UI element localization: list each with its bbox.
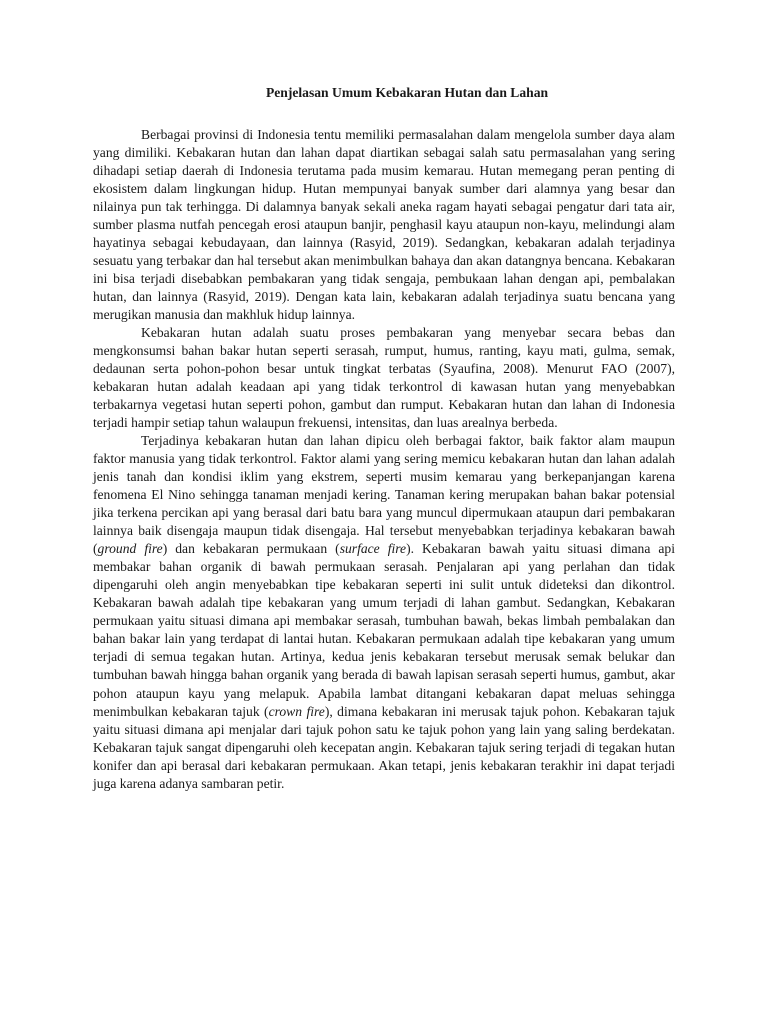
paragraph-3 [93, 432, 675, 792]
document-body [93, 126, 675, 793]
paragraph-text: Terjadinya kebakaran hutan dan lahan dipicu oleh berbagai faktor, baik faktor alam maupun faktor manusia yang tidak terkontrol. Faktor alami yang sering memicu kebakaran hutan dan lahan adalah jenis tanah dan kondisi iklim yang ekstrem, seperti musim kemarau yang berkepanjangan karena fenomena El Nino sehingga tanaman menjadi kering. Tanaman kering merupakan bahan bakar potensial jika terkena percikan api yang berasal dari batu bara yang muncul dipermukaan ataupun dari pembakaran lainnya baik disengaja maupun tidak disengaja. Hal tersebut menyebabkan terjadinya kebakaran bawah ( [93, 433, 675, 557]
paragraph-text: Kebakaran hutan adalah suatu proses pembakaran yang menyebar secara bebas dan mengkonsumsi bahan bakar hutan seperti serasah, rumput, humus, ranting, kayu mati, gulma, semak, dedaunan serta pohon-pohon besar untuk tingkat terbatas (Syaufina, 2008). Menurut FAO (2007), kebakaran hutan adalah keadaan api yang tidak terkontrol di kawasan hutan yang menyebabkan terbakarnya vegetasi hutan seperti pohon, gambut dan rumput. Kebakaran hutan dan lahan di Indonesia terjadi hampir setiap tahun walaupun frekuensi, intensitas, dan luas arealnya berbeda. [93, 325, 675, 431]
paragraph-text: Berbagai provinsi di Indonesia tentu memiliki permasalahan dalam mengelola sumber daya alam yang dimiliki. Kebakaran hutan dan lahan dapat diartikan sebagai salah satu permasalahan yang sering dihadapi setiap daerah di Indonesia terutama pada musim kemarau. Hutan memegang peran penting di ekosistem dalam lingkungan hidup. Hutan mempunyai banyak sumber dari alamnya yang besar dan nilainya pun tak terhingga. Di dalamnya banyak sekali aneka ragam hayati sebagai pengatur dari tata air, sumber plasma nutfah pencegah erosi ataupun banjir, penghasil kayu ataupun non-kayu, melindungi alam hayatinya sebagai kebudayaan, dan lainnya (Rasyid, 2019). Sedangkan, kebakaran adalah terjadinya sesuatu yang terbakar dan hal tersebut akan menimbulkan bahaya dan akan datangnya bencana. Kebakaran ini bisa terjadi disebabkan pembakaran yang tidak sengaja, pembukaan lahan dengan api, pembalakan hutan, dan lainnya (Rasyid, 2019). Dengan kata lain, kebakaran adalah terjadinya suatu bencana yang merugikan manusia dan makhluk hidup lainnya. [93, 127, 675, 323]
paragraph-1 [93, 126, 675, 324]
document-page [93, 84, 675, 793]
italic-term: ground fire [97, 541, 163, 557]
paragraph-text: ). Kebakaran bawah yaitu situasi dimana api membakar bahan organik di bawah permukaan serasah. Penjalaran api yang perlahan dan tidak dipengaruhi oleh angin menyebabkan tipe kebakaran seperti ini sulit untuk dideteksi dan dikontrol. Kebakaran bawah adalah tipe kebakaran yang umum terjadi di lahan gambut. Sedangkan, Kebakaran permukaan yaitu situasi dimana api membakar serasah, tumbuhan bawah, bekas limbah pembalakan dan bahan bakar lain yang terdapat di lantai hutan. Kebakaran permukaan adalah tipe kebakaran yang umum terjadi di semua tegakan hutan. Artinya, kedua jenis kebakaran tersebut merusak semak belukar dan tumbuhan bawah hingga bahan organik yang berada di bawah lapisan serasah seperti humus, gambut, akar pohon ataupun kayu yang melapuk. Apabila lambat ditangani kebakaran dapat meluas sehingga menimbulkan kebakaran tajuk ( [93, 541, 675, 719]
paragraph-2 [93, 324, 675, 432]
paragraph-text: ) dan kebakaran permukaan ( [162, 541, 340, 557]
italic-term: crown fire [268, 703, 325, 719]
document-title: Penjelasan Umum Kebakaran Hutan dan Lahan [265, 85, 549, 100]
italic-term: surface fire [339, 541, 407, 557]
paragraph-text: ), dimana kebakaran ini merusak tajuk pohon. Kebakaran tajuk yaitu situasi dimana api menjalar dari tajuk pohon satu ke tajuk pohon yang lain yang saling berdekatan. Kebakaran tajuk sangat dipengaruhi oleh kecepatan angin. Kebakaran tajuk sering terjadi di tegakan hutan konifer dan api berasal dari kebakaran permukaan. Akan tetapi, jenis kebakaran terakhir ini dapat terjadi juga karena adanya sambaran petir. [93, 703, 675, 791]
